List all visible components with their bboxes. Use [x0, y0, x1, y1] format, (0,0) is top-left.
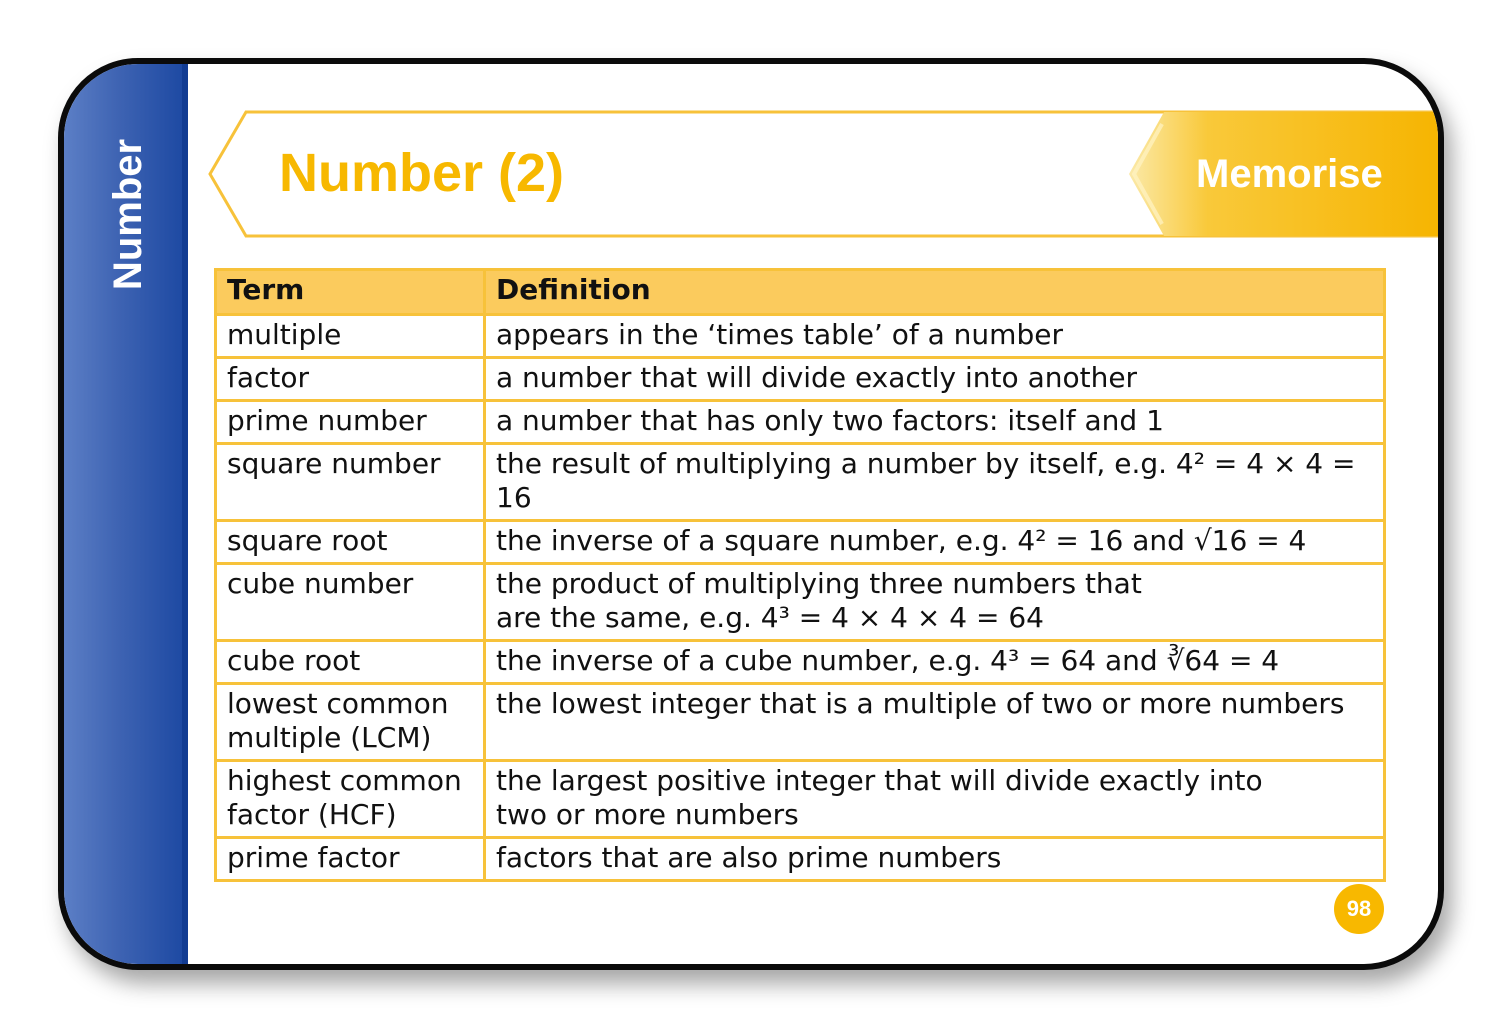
definition-cell: a number that will divide exactly into another — [485, 358, 1385, 401]
side-label: Number — [106, 138, 151, 290]
table-row — [216, 838, 1385, 881]
definition-cell: appears in the ‘times table’ of a number — [485, 315, 1385, 358]
memorise-badge: Memorise — [1196, 152, 1383, 196]
table-row — [216, 761, 1385, 838]
flash-card — [58, 58, 1444, 970]
table-row — [216, 444, 1385, 521]
table-row — [216, 564, 1385, 641]
term-cell: factor — [216, 358, 485, 401]
table-row — [216, 358, 1385, 401]
term-cell: lowest common multiple (LCM) — [216, 684, 485, 761]
term-cell: prime factor — [216, 838, 485, 881]
table-row — [216, 315, 1385, 358]
definition-cell: a number that has only two factors: itself and 1 — [485, 401, 1385, 444]
definition-cell: the inverse of a cube number, e.g. 4³ = 64 and ∛64 = 4 — [485, 641, 1385, 684]
terms-table — [214, 268, 1386, 882]
table-header-row — [216, 270, 1385, 315]
page-number-badge: 98 — [1334, 884, 1384, 934]
definition-cell: the inverse of a square number, e.g. 4² = 16 and √16 = 4 — [485, 521, 1385, 564]
definition-cell: the lowest integer that is a multiple of two or more numbers — [485, 684, 1385, 761]
term-cell: cube root — [216, 641, 485, 684]
term-cell: multiple — [216, 315, 485, 358]
term-cell: highest common factor (HCF) — [216, 761, 485, 838]
definition-cell: the product of multiplying three numbers that are the same, e.g. 4³ = 4 × 4 × 4 = 64 — [485, 564, 1385, 641]
term-cell: square number — [216, 444, 485, 521]
term-cell: prime number — [216, 401, 485, 444]
term-cell: cube number — [216, 564, 485, 641]
table-row — [216, 521, 1385, 564]
term-cell: square root — [216, 521, 485, 564]
header-term: Term — [216, 270, 485, 315]
table-row — [216, 401, 1385, 444]
header-definition: Definition — [485, 270, 1385, 315]
page-title: Number (2) — [279, 143, 565, 203]
table-row — [216, 641, 1385, 684]
definition-cell: the result of multiplying a number by itself, e.g. 4² = 4 × 4 = 16 — [485, 444, 1385, 521]
table-row — [216, 684, 1385, 761]
definition-cell: the largest positive integer that will divide exactly into two or more numbers — [485, 761, 1385, 838]
definition-cell: factors that are also prime numbers — [485, 838, 1385, 881]
